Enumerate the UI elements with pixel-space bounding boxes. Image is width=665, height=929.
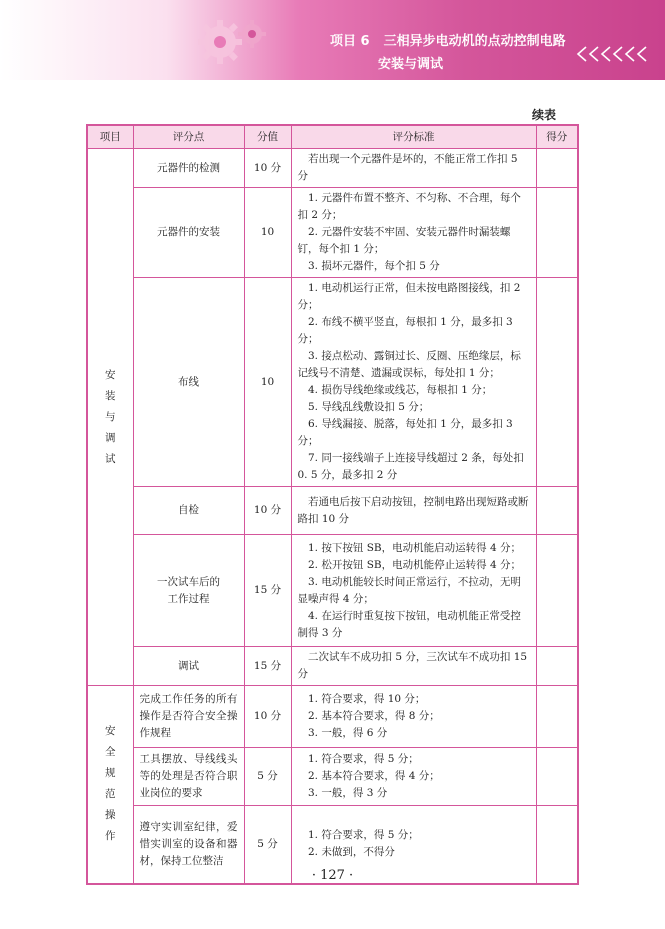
criteria-line: 二次试车不成功扣 5 分，三次试车不成功扣 15 分 [297, 651, 528, 680]
criteria-line: 2. 未做到，不得分 [308, 846, 395, 859]
table-row [87, 188, 578, 278]
earned-score-cell[interactable] [536, 149, 578, 188]
gear-icon [190, 14, 270, 66]
criteria-line: 1. 按下按钮 SB，电动机能启动运转得 4 分； [308, 541, 521, 554]
criteria-cell [291, 278, 536, 487]
criteria-line: 2. 基本符合要求，得 8 分； [308, 710, 440, 722]
scoring-table [86, 124, 579, 885]
header-title-text: 三相异步电动机的点动控制电路 [383, 34, 566, 49]
table-header-row [87, 125, 578, 149]
score-value-cell: 5 分 [244, 806, 291, 884]
header-title-line2: 安装与调试 [378, 57, 444, 72]
header-earned: 得分 [536, 125, 578, 149]
criteria-line: 3. 一般，得 6 分 [308, 727, 388, 739]
criteria-line: 5. 导线乱线敷设扣 5 分； [308, 401, 430, 413]
criteria-line: 3. 接点松动、露铜过长、反圈、压绝缘层，标记线号不清楚、遗漏或误标，每处扣 1 分； [297, 350, 521, 379]
earned-score-cell[interactable] [536, 487, 578, 535]
criteria-cell [291, 188, 536, 278]
criteria-cell [291, 535, 536, 647]
criteria-cell [291, 647, 536, 686]
category-char: 试 [105, 452, 116, 465]
header-project-number: 项目 6 [330, 34, 370, 49]
scoring-point-cell: 完成工作任务的所有操作是否符合安全操作规程 [133, 686, 244, 748]
header-score: 分值 [244, 125, 291, 149]
score-value-cell: 10 [244, 188, 291, 278]
category-char: 调 [105, 431, 116, 444]
header-item: 项目 [87, 125, 133, 149]
scoring-point-cell: 布线 [133, 278, 244, 487]
header-point: 评分点 [133, 125, 244, 149]
category-char: 作 [105, 830, 116, 843]
criteria-cell [291, 149, 536, 188]
earned-score-cell[interactable] [536, 188, 578, 278]
scoring-point-cell: 元器件的安装 [133, 188, 244, 278]
table-row [87, 748, 578, 806]
scoring-point-cell: 遵守实训室纪律，爱惜实训室的设备和器材，保持工位整洁 [133, 806, 244, 884]
category-char: 装 [105, 389, 116, 402]
category-cell [87, 149, 133, 686]
category-cell [87, 686, 133, 884]
criteria-line: 7. 同一接线端子上连接导线超过 2 条，每处扣 0. 5 分，最多扣 2 分 [297, 452, 524, 481]
scoring-point-cell: 元器件的检测 [133, 149, 244, 188]
criteria-cell [291, 748, 536, 806]
chevrons-left-icon [574, 44, 660, 64]
table-row [87, 535, 578, 647]
criteria-line: 若出现一个元器件是坏的，不能正常工作扣 5 分 [297, 153, 518, 182]
category-char: 规 [105, 767, 116, 780]
table-row [87, 149, 578, 188]
category-char: 全 [105, 746, 116, 759]
criteria-cell [291, 686, 536, 748]
category-char: 操 [105, 809, 116, 822]
criteria-line: 1. 元器件布置不整齐、不匀称、不合理，每个扣 2 分； [297, 192, 521, 221]
score-value-cell: 10 分 [244, 686, 291, 748]
score-value-cell: 5 分 [244, 748, 291, 806]
category-char: 安 [105, 368, 116, 381]
score-value-cell: 15 分 [244, 535, 291, 647]
table-row [87, 686, 578, 748]
category-char: 范 [105, 788, 116, 801]
score-value-cell: 15 分 [244, 647, 291, 686]
category-char: 与 [105, 410, 116, 423]
table-row [87, 278, 578, 487]
page-header-banner [0, 0, 665, 80]
criteria-line: 3. 电动机能较长时间正常运行，不拉动，无明显噪声得 4 分； [297, 575, 521, 605]
criteria-line: 2. 基本符合要求，得 4 分； [308, 770, 440, 782]
scoring-point-cell: 调试 [133, 647, 244, 686]
scoring-point-cell: 一次试车后的 工作过程 [133, 535, 244, 647]
table-row [87, 647, 578, 686]
earned-score-cell[interactable] [536, 748, 578, 806]
criteria-line: 4. 在运行时重复按下按钮，电动机能正常受控制得 3 分 [297, 609, 521, 639]
criteria-line: 若通电后按下启动按钮，控制电路出现短路或断路扣 10 分 [297, 495, 529, 525]
criteria-line: 1. 符合要求，得 10 分； [308, 693, 426, 705]
page-number: · 127 · [311, 868, 354, 883]
criteria-line: 4. 损伤导线绝缘或线芯，每根扣 1 分； [308, 384, 493, 396]
criteria-line: 3. 损坏元器件，每个扣 5 分 [308, 260, 440, 272]
score-value-cell: 10 分 [244, 487, 291, 535]
header-title-line1 [330, 30, 566, 49]
criteria-line: 2. 布线不横平竖直，每根扣 1 分，最多扣 3 分； [297, 316, 513, 345]
scoring-point-cell: 工具摆放、导线线头等的处理是否符合职业岗位的要求 [133, 748, 244, 806]
score-value-cell: 10 分 [244, 149, 291, 188]
category-char: 安 [105, 725, 116, 738]
table-body [87, 149, 578, 884]
criteria-line: 1. 符合要求，得 5 分； [308, 753, 419, 765]
criteria-line: 1. 电动机运行正常，但未按电路图接线，扣 2 分； [297, 282, 521, 311]
earned-score-cell[interactable] [536, 278, 578, 487]
criteria-cell [291, 487, 536, 535]
criteria-line: 6. 导线漏接、脱落，每处扣 1 分，最多扣 3 分； [297, 418, 513, 447]
criteria-line: 3. 一般，得 3 分 [308, 787, 388, 799]
earned-score-cell[interactable] [536, 535, 578, 647]
earned-score-cell[interactable] [536, 686, 578, 748]
criteria-line: 1. 符合要求，得 5 分； [308, 829, 419, 842]
continued-table-label: 续表 [532, 108, 557, 122]
criteria-line: 2. 元器件安装不牢固、安装元器件时漏装螺钉，每个扣 1 分； [297, 226, 511, 255]
score-value-cell: 10 [244, 278, 291, 487]
table-row [87, 487, 578, 535]
header-criteria: 评分标准 [291, 125, 536, 149]
scoring-point-cell: 自检 [133, 487, 244, 535]
earned-score-cell[interactable] [536, 647, 578, 686]
criteria-line: 2. 松开按钮 SB，电动机能停止运转得 4 分； [308, 558, 521, 571]
